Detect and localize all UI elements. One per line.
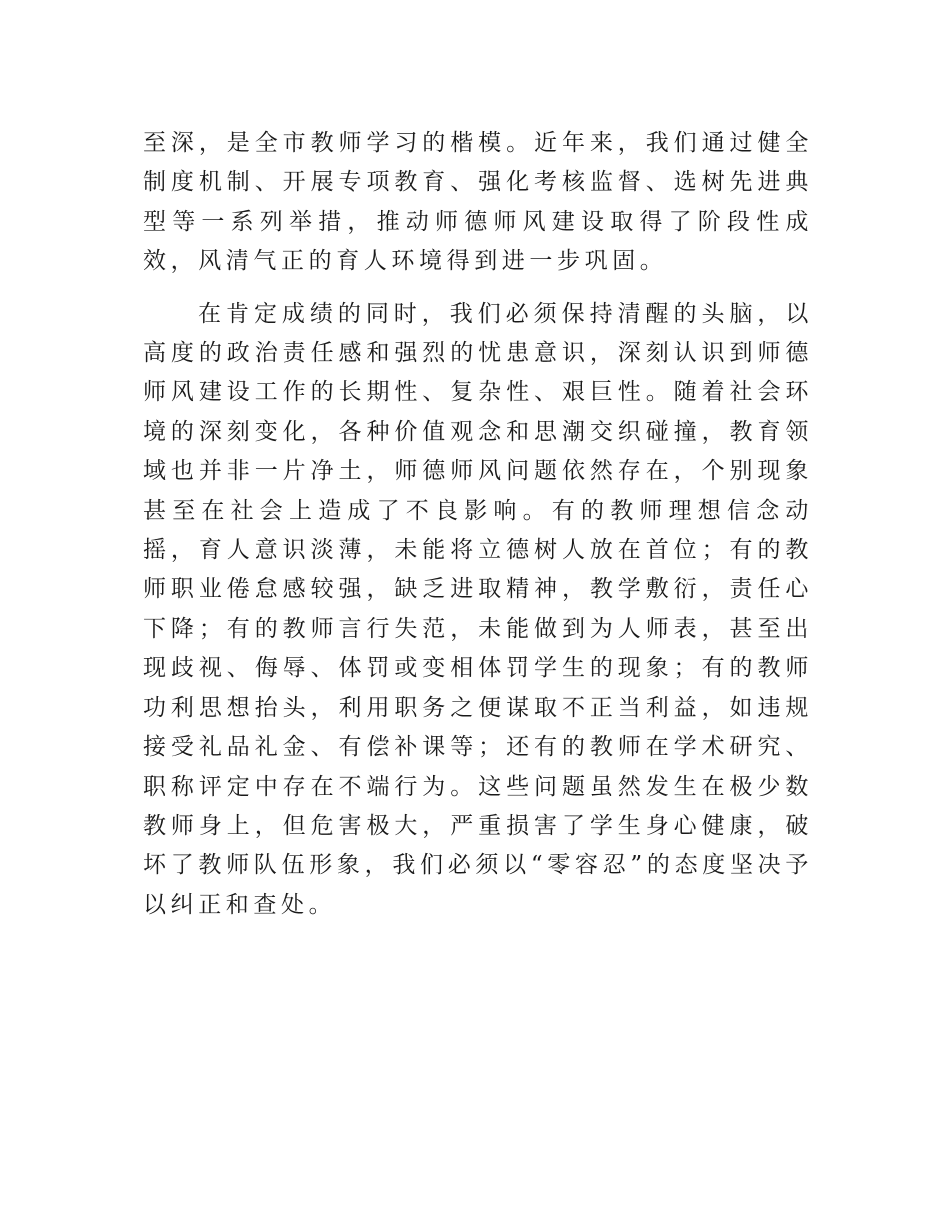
paragraph-continued: 至深，是全市教师学习的楷模。近年来，我们通过健全制度机制、开展专项教育、强化考核监督、选树先进典型等一系列举措，推动师德师风建设取得了阶段性成效，风清气正的育人环境得到进一步巩固。	[143, 130, 813, 275]
document-body	[143, 124, 813, 925]
paragraph: 在肯定成绩的同时，我们必须保持清醒的头脑，以高度的政治责任感和强烈的忧患意识，深刻认识到师德师风建设工作的长期性、复杂性、艰巨性。随着社会环境的深刻变化，各种价值观念和思潮交织碰撞，教育领域也并非一片净土，师德师风问题依然存在，个别现象甚至在社会上造成了不良影响。有的教师理想信念动摇，育人意识淡薄，未能将立德树人放在首位；有的教师职业倦怠感较强，缺乏进取精神，教学敷衍，责任心下降；有的教师言行失范，未能做到为人师表，甚至出现歧视、侮辱、体罚或变相体罚学生的现象；有的教师功利思想抬头，利用职务之便谋取不正当利益，如违规接受礼品礼金、有偿补课等；还有的教师在学术研究、职称评定中存在不端行为。这些问题虽然发生在极少数教师身上，但危害极大，严重损害了学生身心健康，破坏了教师队伍形象，我们必须以“零容忍”的态度坚决予以纠正和查处。	[143, 300, 813, 918]
